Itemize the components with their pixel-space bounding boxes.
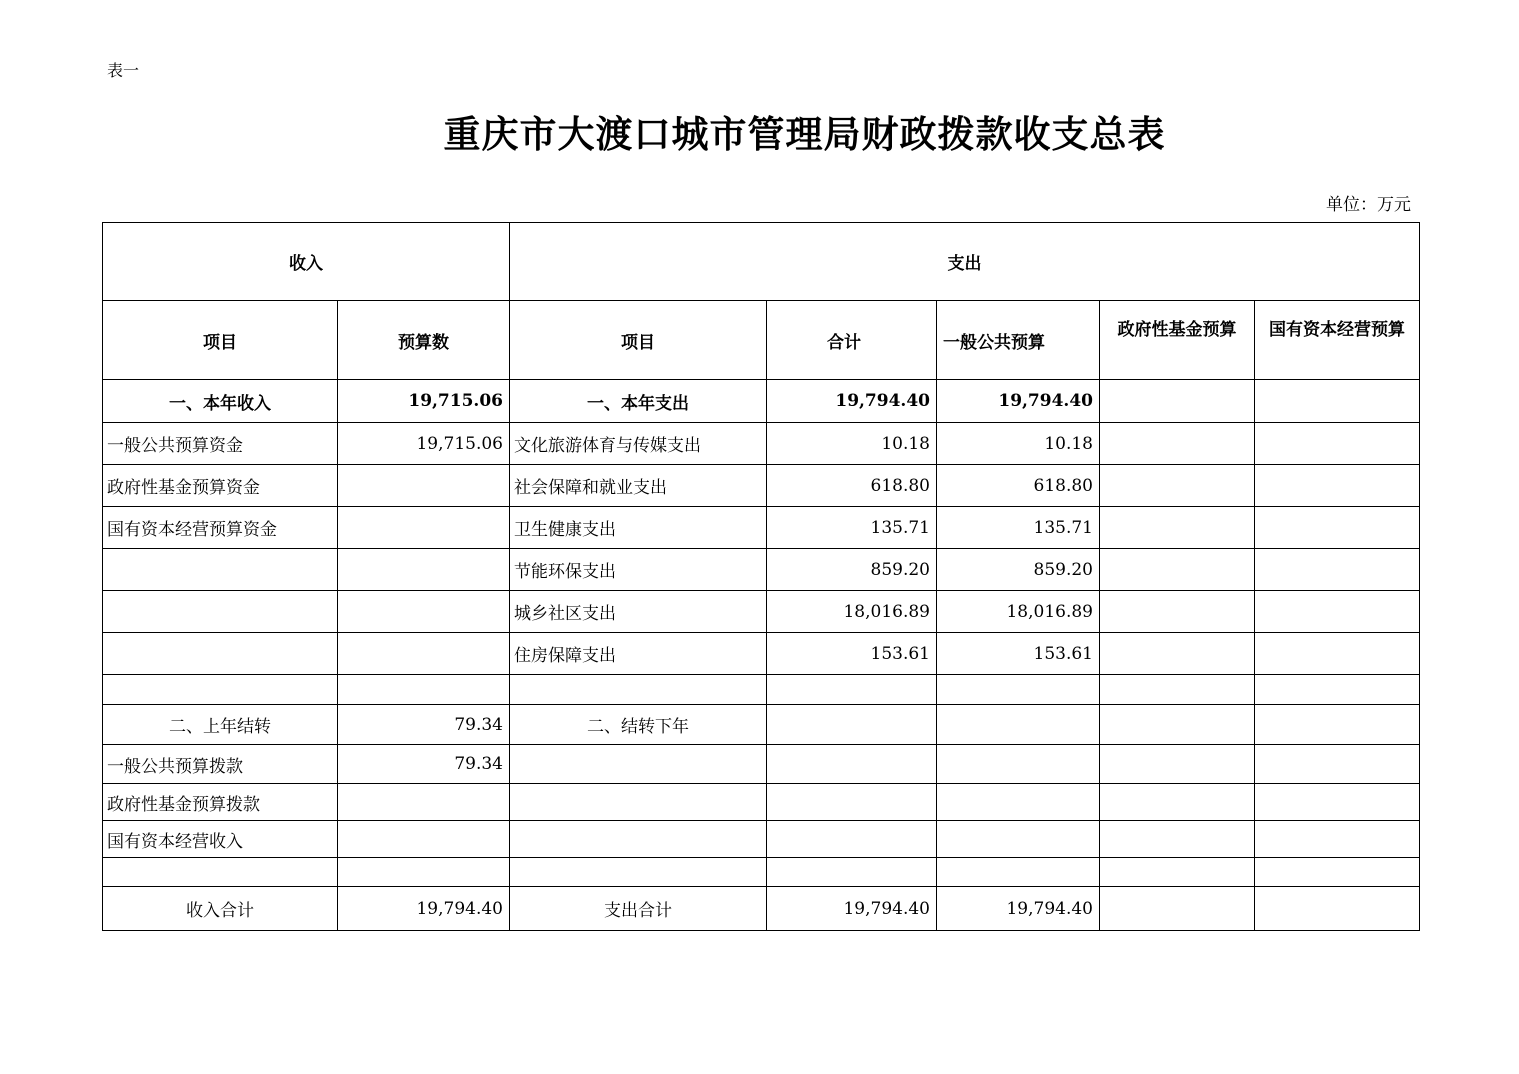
general-budget-cell [937,858,1100,887]
income-section-header: 收入 [103,223,510,301]
total-cell [767,745,937,784]
expense-item-cell [510,821,767,858]
total-cell [767,675,937,705]
state-capital-cell [1255,465,1420,507]
state-capital-cell [1255,633,1420,675]
gov-fund-cell [1100,465,1255,507]
income-item-cell: 国有资本经营预算资金 [103,507,338,549]
income-budget-cell [338,591,510,633]
unit-label: 单位：万元 [1326,195,1411,215]
income-budget-cell [338,821,510,858]
gov-fund-cell [1100,633,1255,675]
state-capital-cell [1255,745,1420,784]
table-row [103,858,1420,887]
totals-row [103,887,1420,931]
gov-fund-cell [1100,858,1255,887]
total-cell [767,858,937,887]
general-budget-cell: 135.71 [937,507,1100,549]
income-total-label: 收入合计 [103,887,338,931]
table-row [103,465,1420,507]
expense-item-cell: 节能环保支出 [510,549,767,591]
gov-fund-cell [1100,784,1255,821]
general-budget-cell: 18,016.89 [937,591,1100,633]
expense-total-value: 19,794.40 [767,887,937,931]
income-item-header: 项目 [103,301,338,380]
state-capital-cell [1255,591,1420,633]
income-budget-cell [338,507,510,549]
income-budget-cell [338,675,510,705]
total-cell: 10.18 [767,423,937,465]
expense-item-cell [510,675,767,705]
general-public-budget-header: 一般公共预算 [937,301,1100,380]
state-capital-cell [1255,858,1420,887]
income-item-cell [103,591,338,633]
expense-section-header: 支出 [510,223,1420,301]
total-cell: 135.71 [767,507,937,549]
general-budget-cell [937,821,1100,858]
total-cell [767,705,937,745]
table-row [103,745,1420,784]
state-capital-cell [1255,549,1420,591]
general-budget-cell [937,675,1100,705]
table-row [103,784,1420,821]
table-row [103,507,1420,549]
expense-item-cell: 城乡社区支出 [510,591,767,633]
page-title: 重庆市大渡口城市管理局财政拨款收支总表 [443,112,1166,156]
gov-fund-cell [1100,507,1255,549]
expense-item-cell [510,784,767,821]
gov-fund-cell [1100,887,1255,931]
expense-item-cell [510,745,767,784]
total-cell: 618.80 [767,465,937,507]
income-item-cell [103,549,338,591]
general-budget-cell [937,784,1100,821]
budget-summary-table [102,222,1420,931]
gov-fund-budget-header: 政府性基金预算 [1100,301,1255,380]
income-total-value: 19,794.40 [338,887,510,931]
expense-item-cell: 住房保障支出 [510,633,767,675]
table-row [103,675,1420,705]
income-item-cell: 二、上年结转 [103,705,338,745]
expense-item-cell: 卫生健康支出 [510,507,767,549]
state-capital-cell [1255,887,1420,931]
general-budget-cell: 618.80 [937,465,1100,507]
income-item-cell [103,675,338,705]
state-capital-budget-header: 国有资本经营预算 [1255,301,1420,380]
table-row [103,423,1420,465]
income-budget-cell: 19,715.06 [338,423,510,465]
income-budget-cell [338,465,510,507]
total-header: 合计 [767,301,937,380]
total-cell: 859.20 [767,549,937,591]
state-capital-cell [1255,821,1420,858]
gov-fund-cell [1100,745,1255,784]
income-budget-cell [338,858,510,887]
general-budget-cell: 153.61 [937,633,1100,675]
table-row [103,549,1420,591]
column-header-row [103,301,1420,380]
state-capital-cell [1255,380,1420,423]
state-capital-cell [1255,784,1420,821]
income-budget-cell: 79.34 [338,745,510,784]
gov-fund-cell [1100,705,1255,745]
income-item-cell: 国有资本经营收入 [103,821,338,858]
state-capital-cell [1255,675,1420,705]
table-row [103,633,1420,675]
expense-item-header: 项目 [510,301,767,380]
gov-fund-cell [1100,591,1255,633]
table-row [103,705,1420,745]
gov-fund-cell [1100,380,1255,423]
expense-item-cell: 社会保障和就业支出 [510,465,767,507]
income-item-cell [103,858,338,887]
income-budget-cell [338,549,510,591]
table-row [103,380,1420,423]
total-cell: 18,016.89 [767,591,937,633]
expense-item-cell: 文化旅游体育与传媒支出 [510,423,767,465]
general-budget-cell [937,745,1100,784]
table-row [103,821,1420,858]
income-budget-cell: 19,715.06 [338,380,510,423]
income-item-cell [103,633,338,675]
total-cell: 153.61 [767,633,937,675]
form-label: 表一 [107,61,140,80]
gov-fund-cell [1100,821,1255,858]
income-item-cell: 政府性基金预算拨款 [103,784,338,821]
total-cell: 19,794.40 [767,380,937,423]
income-item-cell: 一般公共预算资金 [103,423,338,465]
gov-fund-cell [1100,423,1255,465]
section-header-row [103,223,1420,301]
state-capital-cell [1255,423,1420,465]
expense-total-label: 支出合计 [510,887,767,931]
income-item-cell: 政府性基金预算资金 [103,465,338,507]
general-budget-cell: 859.20 [937,549,1100,591]
expense-item-cell: 二、结转下年 [510,705,767,745]
table-row [103,591,1420,633]
general-budget-cell: 10.18 [937,423,1100,465]
general-budget-total-value: 19,794.40 [937,887,1100,931]
state-capital-cell [1255,507,1420,549]
income-budget-cell: 79.34 [338,705,510,745]
expense-item-cell: 一、本年支出 [510,380,767,423]
expense-item-cell [510,858,767,887]
income-item-cell: 一、本年收入 [103,380,338,423]
gov-fund-cell [1100,549,1255,591]
general-budget-cell: 19,794.40 [937,380,1100,423]
gov-fund-cell [1100,675,1255,705]
state-capital-cell [1255,705,1420,745]
income-budget-cell [338,784,510,821]
income-budget-cell [338,633,510,675]
income-budget-header: 预算数 [338,301,510,380]
total-cell [767,784,937,821]
income-item-cell: 一般公共预算拨款 [103,745,338,784]
general-budget-cell [937,705,1100,745]
total-cell [767,821,937,858]
